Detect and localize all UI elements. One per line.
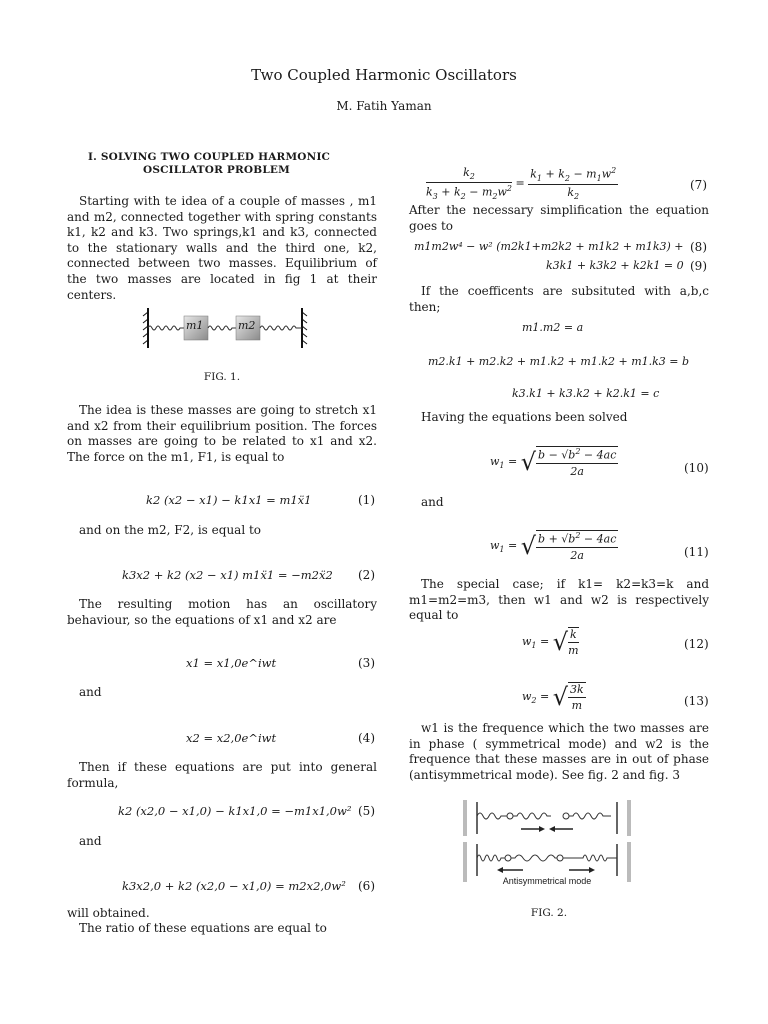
fig2-top-mass-2 (563, 813, 569, 819)
equation-12-number: (12) (684, 637, 709, 651)
spring-k1 (148, 326, 184, 330)
fig2-top-left-wall (463, 800, 467, 836)
text-and-1: and (79, 685, 102, 699)
equation-4: x2 = x2,0e^iwt (186, 731, 277, 745)
equation-10-number: (10) (684, 461, 709, 475)
equation-3: x1 = x1,0e^iwt (186, 656, 277, 670)
equation-13-number: (13) (684, 694, 709, 708)
equation-11-number: (11) (684, 545, 709, 559)
fig1-caption: FIG. 1. (203, 371, 241, 383)
equation-6: k3x2,0 + k2 (x2,0 − x1,0) = m2x2,0w² (122, 879, 346, 893)
fig2-caption: FIG. 2. (530, 907, 568, 919)
paragraph-solved: Having the equations been solved (421, 410, 628, 424)
fig2-bottom-spring-3 (563, 855, 617, 861)
fig2-bottom-spring-2 (511, 855, 557, 861)
paragraph-forces: The idea is these masses are going to stretch x1 and x2 from their equilibrium position. The forces on masses are going to be related to x1 and x2. The force on the m1, F1, is equal to (67, 403, 377, 464)
text-and-2: and (79, 834, 102, 848)
equation-8: m1m2w⁴ − w² (m2k1+m2k2 + m1k2 + m1k3) + (414, 240, 684, 253)
fig2-top-spring-1 (477, 813, 507, 819)
spring-k2 (208, 326, 236, 330)
paragraph-general-formula: Then if these equations are put into general formula, (67, 760, 377, 790)
fig2-bottom-arrow-right (589, 867, 595, 873)
equation-6-number: (6) (358, 879, 375, 893)
equation-5-number: (5) (358, 804, 375, 818)
equation-12: $w_1$ = √ $\frac{k}{m}$ (522, 628, 579, 657)
section-heading (88, 151, 378, 177)
equation-9: k3k1 + k3k2 + k2k1 = 0 (546, 259, 684, 272)
fig2-top-right-wall (627, 800, 631, 836)
paragraph-special-case: The special case; if k1= k2=k3=k and m1=m2=m3, then w1 and w2 is respectively equal to (409, 577, 709, 623)
paper-author: M. Fatih Yaman (336, 99, 432, 113)
equation-5: k2 (x2,0 − x1,0) − k1x1,0 = −m1x1,0w² (118, 804, 352, 818)
text-will-obtained: will obtained. (67, 906, 150, 920)
equation-1: k2 (x2 − x1) − k1x1 = m1ẍ1 (146, 493, 312, 507)
equation-a: m1.m2 = a (522, 321, 584, 334)
text-and-3: and (421, 495, 444, 509)
equation-2-number: (2) (358, 568, 375, 582)
equation-b: m2.k1 + m2.k2 + m1.k2 + m1.k2 + m1.k3 = b (428, 355, 690, 368)
section-heading-line2: OSCILLATOR PROBLEM (143, 164, 290, 176)
paragraph-ratio: The ratio of these equations are equal to (79, 921, 327, 935)
equation-7: $\frac{k_2}{k_3 + k_2 - m_2w^2}$ = $\frac{k_1 + k_2 - m_1w^2}{k_2}$ (426, 166, 617, 202)
fig1-mass1-label: m1 (186, 319, 204, 332)
fig2-top-arrow-right (539, 826, 545, 832)
fig2-top-arrow-left (549, 826, 555, 832)
fig2-mode-label: Antisymmetrical mode (502, 876, 592, 886)
fig2-top-spring-3 (569, 813, 611, 819)
paragraph-coefficients: If the coefficents are subsituted with a,b,c then; (409, 284, 709, 314)
equation-8-number: (8) (690, 240, 707, 254)
paragraph-m2-force: and on the m2, F2, is equal to (79, 523, 262, 537)
equation-10: $w_1$ = √ $\frac{b - √b^2 - 4ac}{2a}$ (490, 447, 617, 478)
paragraph-oscillatory: The resulting motion has an oscillatory behaviour, so the equations of x1 and x2 are (67, 597, 377, 627)
fig2-bottom-mass-2 (557, 855, 563, 861)
section-heading-line1: I. SOLVING TWO COUPLED HARMONIC (88, 151, 331, 163)
equation-4-number: (4) (358, 731, 375, 745)
paper-title: Two Coupled Harmonic Oscillators (251, 66, 517, 84)
fig2-bottom-mass-1 (505, 855, 511, 861)
equation-3-number: (3) (358, 656, 375, 670)
eq7-right-fraction: $\frac{k_1 + k_2 - m_1w^2}{k_2}$ (530, 166, 617, 202)
fig1-mass2-label: m2 (238, 319, 256, 332)
equation-7-number: (7) (690, 178, 707, 192)
eq7-left-fraction: $\frac{k_2}{k_3 + k_2 - m_2w^2}$ (426, 166, 512, 202)
paragraph-intro: Starting with te idea of a couple of masses , m1 and m2, connected together with spring constants k1, k2 and k3. Two springs,k1 and k3, connected to the stationary walls and the third one, k2, connected between two masses. Equilibrium of the two masses are located in fig 1 at their centers. (67, 194, 377, 302)
fig2-top-mass-1 (507, 813, 513, 819)
fig2-bottom-spring-1 (477, 855, 505, 861)
equation-c: k3.k1 + k3.k2 + k2.k1 = c (512, 387, 660, 400)
equation-13: $w_2$ = √ $\frac{3k}{m}$ (522, 683, 584, 712)
fig2-bottom-arrow-left (497, 867, 503, 873)
paragraph-simplification: After the necessary simplification the equation goes to (409, 203, 709, 233)
spring-k3 (260, 326, 302, 330)
equation-11: $w_1$ = √ $\frac{b + √b^2 - 4ac}{2a}$ (490, 531, 617, 562)
equation-9-number: (9) (690, 259, 707, 273)
equation-1-number: (1) (358, 493, 375, 507)
fig2-top-spring-2 (513, 813, 551, 819)
equation-2: k3x2 + k2 (x2 − x1) m1ẍ1 = −m2ẍ2 (122, 568, 333, 582)
figure-1-diagram (140, 304, 310, 352)
paragraph-modes: w1 is the frequence which the two masses are in phase ( symmetrical mode) and w2 is the frequence that these masses are in out of phase (antisymmetrical mode). See fig. 2 and fig. 3 (409, 721, 709, 782)
